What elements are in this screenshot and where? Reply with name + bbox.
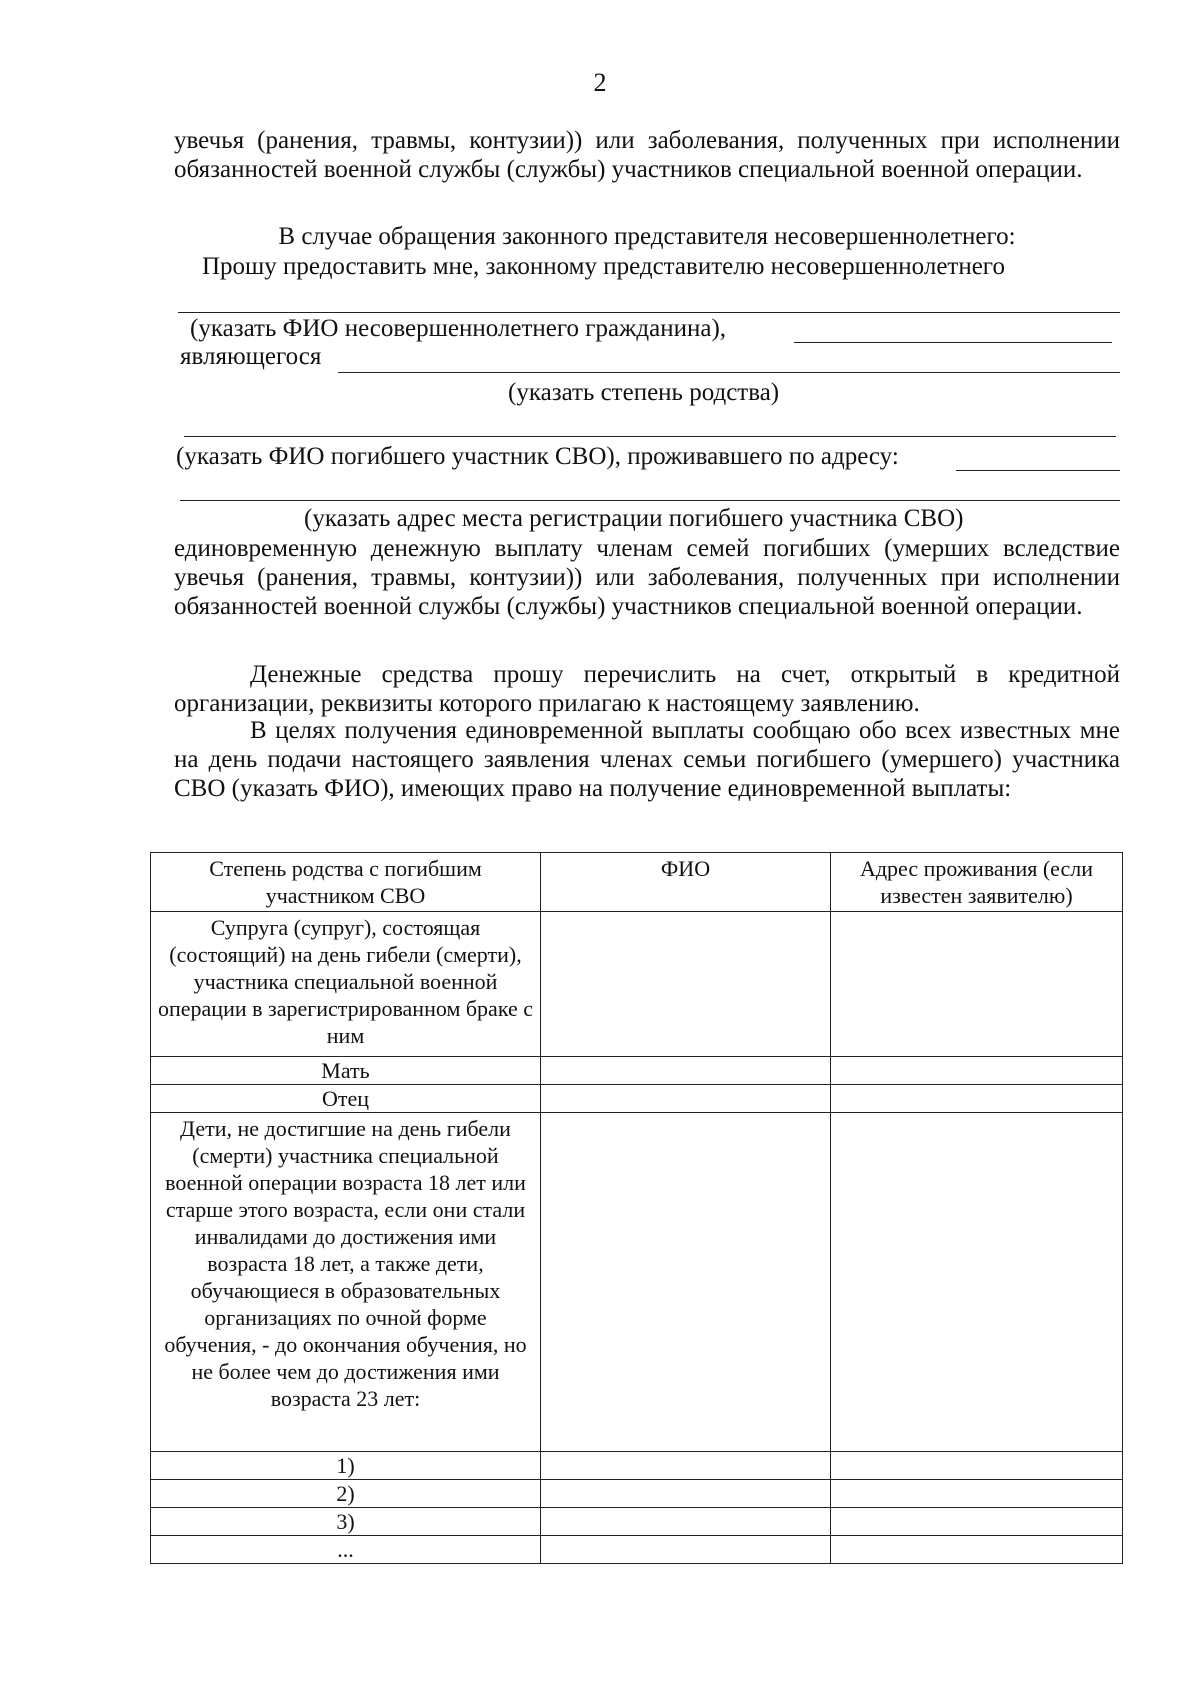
relation-caption: (указать степень родства) — [508, 379, 780, 406]
cell-address[interactable] — [831, 1057, 1123, 1085]
cell-fio[interactable] — [541, 1452, 831, 1480]
table-row — [151, 1480, 1123, 1508]
cell-address[interactable] — [831, 1085, 1123, 1113]
table-row — [151, 1452, 1123, 1480]
cell-address[interactable] — [831, 1480, 1123, 1508]
deceased-name-field-line[interactable] — [184, 436, 1116, 437]
intro-paragraph: увечья (ранения, травмы, контузии)) или заболевания, полученных при исполнении обязанностей военной службы (службы) участников специальной военной операции. — [174, 127, 1120, 183]
row-label-mother: Мать — [151, 1057, 541, 1085]
being-label: являющегося — [180, 343, 322, 370]
cell-address[interactable] — [831, 1536, 1123, 1564]
request-line: Прошу предоставить мне, законному представителю несовершеннолетнего — [202, 253, 1005, 280]
row-label-father: Отец — [151, 1085, 541, 1113]
family-members-paragraph: В целях получения единовременной выплаты сообщаю обо всех известных мне на день подачи настоящего заявления членах семьи погибшего (умершего) участника СВО (указать ФИО), имеющих право на получение единовременной выплаты: — [174, 717, 1120, 802]
relation-field-line[interactable] — [338, 372, 1120, 373]
cell-fio[interactable] — [541, 1536, 831, 1564]
payment-paragraph: единовременную денежную выплату членам семей погибших (умерших вследствие увечья (ранения, травмы, контузии)) или заболевания, полученных при исполнении обязанностей военной службы (службы) участников специальной военной операции. — [174, 535, 1120, 620]
family-members-table — [150, 852, 1123, 1564]
address-field-line[interactable] — [956, 470, 1120, 471]
row-label-more: ... — [151, 1536, 541, 1564]
row-label-children: Дети, не достигшие на день гибели (смерти) участника специальной военной операции возраста 18 лет или старше этого возраста, если они стали инвалидами до достижения ими возраста 18 лет, а также дети, обучающиеся в образовательных организациях по очной форме обучения, - до окончания обучения, но не более чем до достижения ими возраста 23 лет: — [151, 1113, 541, 1452]
row-label-spouse: Супруга (супруг), состоящая (состоящий) на день гибели (смерти), участника специальной военной операции в зарегистрированном браке с ним — [151, 912, 541, 1057]
cell-fio[interactable] — [541, 1113, 831, 1452]
cell-address[interactable] — [831, 1113, 1123, 1452]
minor-name-field-line[interactable] — [178, 312, 1120, 313]
deceased-fio-caption: (указать ФИО погибшего участник СВО), проживавшего по адресу: — [176, 443, 899, 470]
cell-fio[interactable] — [541, 1508, 831, 1536]
table-row — [151, 1536, 1123, 1564]
cell-address[interactable] — [831, 1452, 1123, 1480]
cell-fio[interactable] — [541, 1480, 831, 1508]
header-address: Адрес проживания (если известен заявителю) — [831, 853, 1123, 912]
address-field-line-2[interactable] — [180, 500, 1120, 501]
cell-fio[interactable] — [541, 1057, 831, 1085]
table-row — [151, 912, 1123, 1057]
row-label-child-3: 3) — [151, 1508, 541, 1536]
guardian-heading: В случае обращения законного представителя несовершеннолетнего: — [278, 223, 1016, 250]
minor-fio-caption: (указать ФИО несовершеннолетнего гражданина), — [190, 315, 727, 342]
table-row — [151, 1085, 1123, 1113]
cell-address[interactable] — [831, 1508, 1123, 1536]
table-row — [151, 1508, 1123, 1536]
bank-paragraph: Денежные средства прошу перечислить на счет, открытый в кредитной организации, реквизиты которого прилагаю к настоящему заявлению. — [174, 661, 1120, 717]
table-row — [151, 1113, 1123, 1452]
address-caption: (указать адрес места регистрации погибшего участника СВО) — [304, 505, 964, 532]
table-row — [151, 1057, 1123, 1085]
cell-fio[interactable] — [541, 912, 831, 1057]
header-fio: ФИО — [541, 853, 831, 912]
minor-fio-field-line[interactable] — [794, 342, 1112, 343]
row-label-child-2: 2) — [151, 1480, 541, 1508]
page-number: 2 — [593, 68, 607, 97]
cell-fio[interactable] — [541, 1085, 831, 1113]
table-header-row — [151, 853, 1123, 912]
cell-address[interactable] — [831, 912, 1123, 1057]
row-label-child-1: 1) — [151, 1452, 541, 1480]
header-relation: Степень родства с погибшим участником СВО — [151, 853, 541, 912]
